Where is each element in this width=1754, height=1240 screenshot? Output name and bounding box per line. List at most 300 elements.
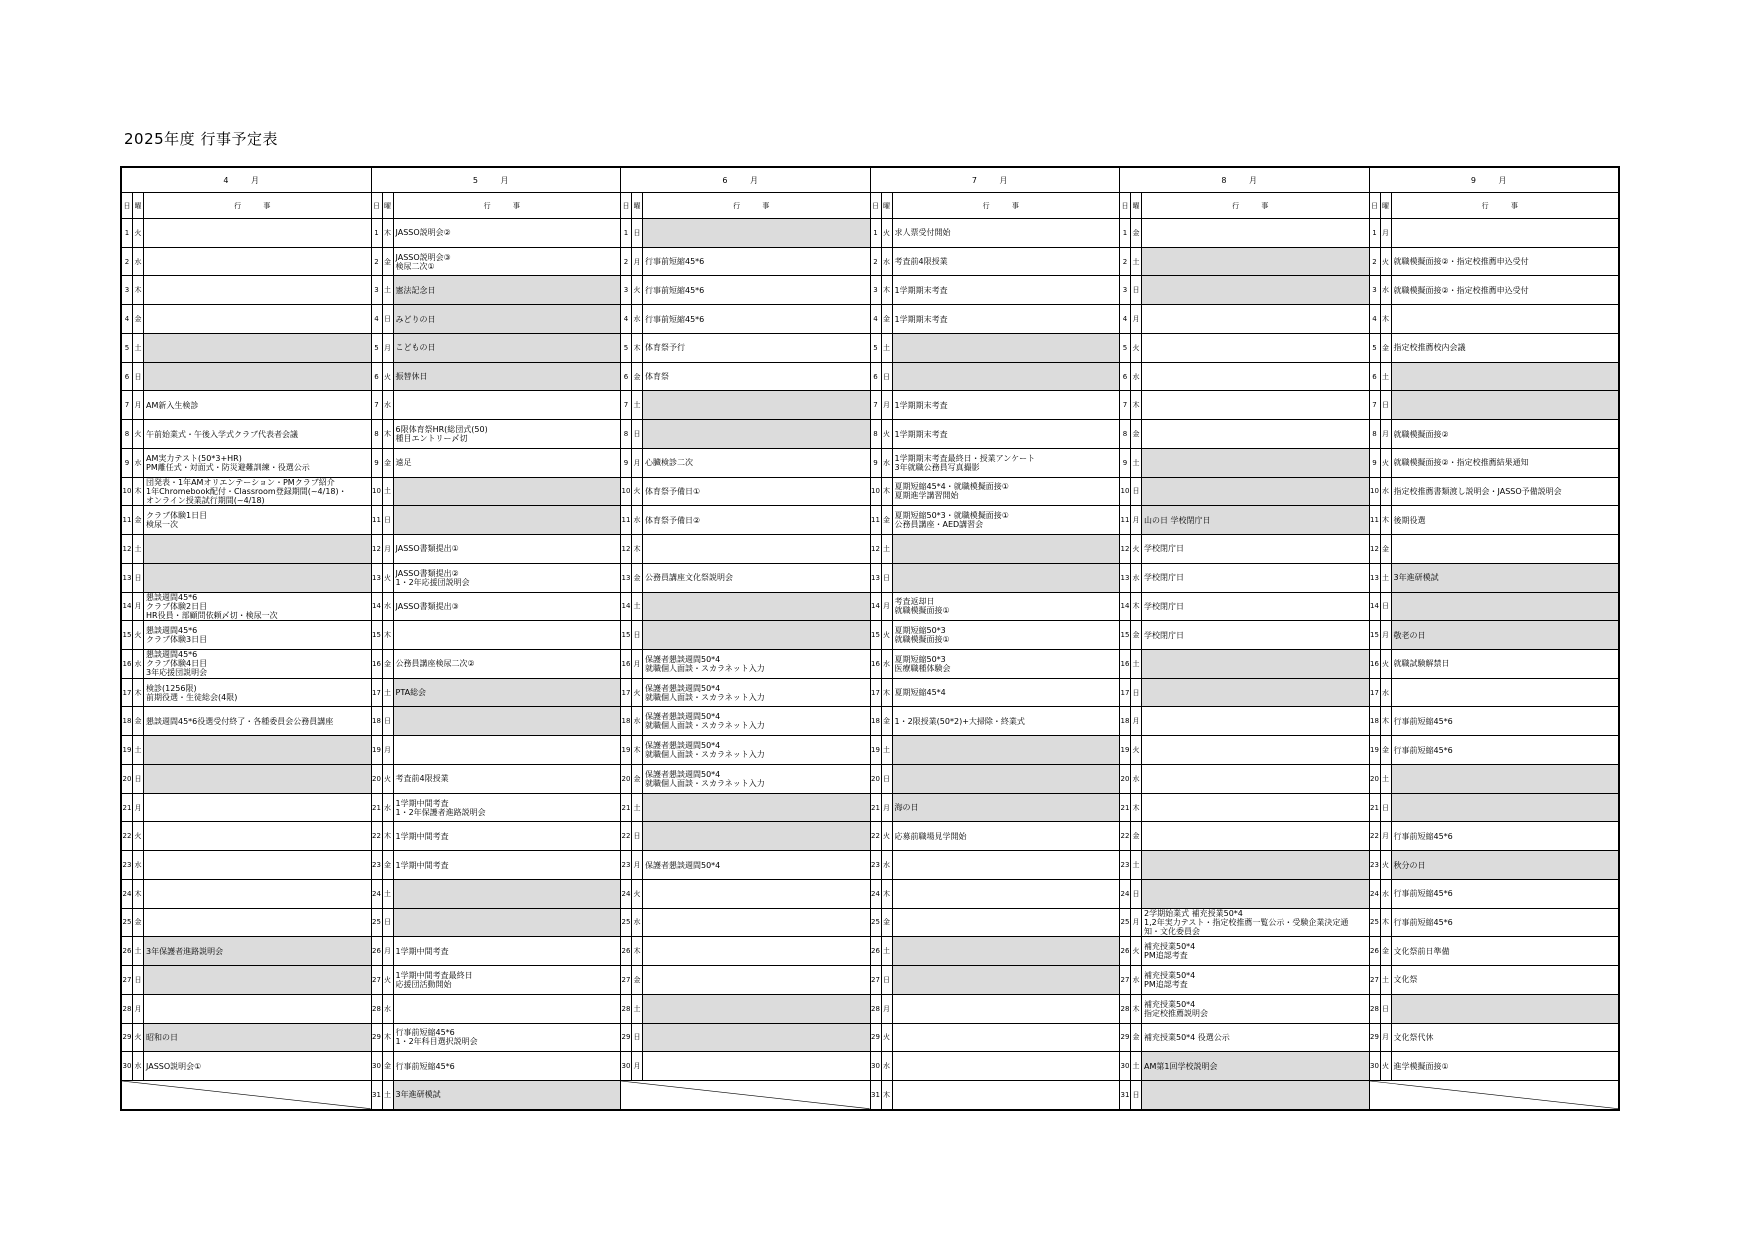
day-row [1120, 478, 1369, 507]
day-number: 9 [1120, 449, 1131, 477]
event-text [893, 880, 1120, 908]
day-number: 16 [871, 650, 882, 678]
day-row [122, 650, 371, 679]
weekday: 水 [383, 995, 394, 1023]
event-text: 学校閉庁日 [1144, 544, 1184, 554]
day-row [621, 966, 870, 995]
event-text [144, 880, 371, 908]
day-row [122, 420, 371, 449]
day-row [1120, 391, 1369, 420]
weekday-column-header: 曜 [133, 193, 144, 218]
event-text [643, 909, 870, 937]
day-number: 3 [1120, 276, 1131, 304]
day-number: 9 [871, 449, 882, 477]
weekday: 金 [383, 650, 394, 678]
event-text [1392, 765, 1619, 793]
day-row [372, 334, 621, 363]
day-row [621, 937, 870, 966]
day-number: 10 [1120, 478, 1131, 506]
day-number: 14 [871, 593, 882, 621]
diagonal-strike [1370, 1081, 1619, 1109]
weekday: 土 [1381, 966, 1392, 994]
event-text [893, 564, 1120, 592]
weekday: 水 [383, 593, 394, 621]
day-number: 17 [1120, 679, 1131, 707]
event-text: 補充授業50*4 PM追認考査 [1144, 970, 1196, 989]
weekday: 火 [1381, 248, 1392, 276]
day-row [372, 736, 621, 765]
day-number: 14 [372, 593, 383, 621]
event-text [1142, 650, 1369, 678]
weekday: 月 [632, 248, 643, 276]
weekday: 金 [882, 305, 893, 333]
event-text: 3年進研模試 [1392, 564, 1619, 592]
event-text: 就職試験解禁日 [1393, 659, 1450, 669]
day-row [871, 822, 1120, 851]
event-text: 懇談週間45*6 クラブ体験2日目 HR役員・部顧問依頼〆切・検尿一次 [146, 592, 278, 620]
day-column-header: 日 [372, 193, 383, 218]
day-number: 7 [1370, 391, 1381, 419]
event-text: 就職模擬面接②・指定校推薦申込受付 [1393, 285, 1529, 295]
day-row [1370, 966, 1619, 995]
event-text [893, 334, 1120, 362]
day-row [1370, 420, 1619, 449]
weekday: 日 [1131, 478, 1142, 506]
event-text: 補充授業50*4 役選公示 [1144, 1032, 1230, 1042]
month-column [1120, 168, 1370, 1109]
event-text [144, 248, 371, 276]
event-text: 振替休日 [394, 363, 621, 391]
day-row [1120, 334, 1369, 363]
day-number: 10 [1370, 478, 1381, 506]
event-text: 体育祭 [645, 372, 669, 382]
column-header-row [871, 193, 1120, 219]
day-row [372, 937, 621, 966]
event-text [144, 765, 371, 793]
day-number: 15 [1120, 621, 1131, 649]
day-column-header: 日 [871, 193, 882, 218]
weekday: 木 [133, 679, 144, 707]
weekday: 火 [1381, 650, 1392, 678]
day-row [1370, 794, 1619, 823]
weekday: 金 [383, 851, 394, 879]
event-text [643, 420, 870, 448]
day-row [1370, 621, 1619, 650]
weekday: 日 [1131, 276, 1142, 304]
weekday: 木 [882, 679, 893, 707]
day-number: 4 [1120, 305, 1131, 333]
day-row [372, 219, 621, 248]
day-number: 3 [372, 276, 383, 304]
day-row [122, 305, 371, 334]
day-number: 18 [372, 707, 383, 735]
event-text [643, 593, 870, 621]
day-number: 26 [621, 937, 632, 965]
day-row [871, 851, 1120, 880]
weekday: 月 [1381, 420, 1392, 448]
weekday: 日 [632, 822, 643, 850]
weekday: 火 [383, 564, 394, 592]
event-text [1392, 363, 1619, 391]
day-row [1120, 650, 1369, 679]
day-row [871, 219, 1120, 248]
event-text: 就職模擬面接②・指定校推薦申込受付 [1393, 257, 1529, 267]
weekday: 火 [882, 822, 893, 850]
weekday: 水 [632, 506, 643, 534]
event-text: 団発表・1年AMオリエンテーション・PMクラブ紹介 1年Chromebook配付・Classroom登録期間(~4/18)・ オンライン授業試行期間(~4/18) [146, 477, 347, 505]
day-number: 31 [372, 1081, 383, 1109]
day-number: 18 [122, 707, 133, 735]
day-number: 12 [1370, 535, 1381, 563]
day-row [621, 851, 870, 880]
event-text [1392, 679, 1619, 707]
event-text [394, 707, 621, 735]
event-text: 1学期中間考査 [395, 946, 449, 956]
day-row [871, 334, 1120, 363]
day-number: 26 [871, 937, 882, 965]
weekday: 土 [882, 937, 893, 965]
day-number: 23 [122, 851, 133, 879]
event-text: 就職模擬面接②・指定校推薦結果通知 [1393, 458, 1529, 468]
day-number: 17 [1370, 679, 1381, 707]
event-text: 行事前短縮45*6 [395, 1061, 455, 1071]
event-text [1392, 219, 1619, 247]
weekday: 火 [632, 880, 643, 908]
event-text [144, 334, 371, 362]
weekday: 日 [1131, 679, 1142, 707]
event-text [144, 794, 371, 822]
day-row [372, 276, 621, 305]
weekday: 金 [1131, 621, 1142, 649]
day-number: 29 [122, 1024, 133, 1052]
event-text: 体育祭予備日① [645, 486, 701, 496]
weekday: 水 [632, 305, 643, 333]
weekday: 水 [1381, 478, 1392, 506]
event-text: 敬老の日 [1392, 621, 1619, 649]
day-number: 30 [1370, 1052, 1381, 1080]
day-row [871, 535, 1120, 564]
weekday: 木 [632, 535, 643, 563]
day-number: 18 [621, 707, 632, 735]
weekday: 月 [632, 851, 643, 879]
event-text: 体育祭予備日② [645, 515, 701, 525]
event-text [1142, 478, 1369, 506]
weekday: 月 [133, 391, 144, 419]
weekday: 木 [882, 1081, 893, 1109]
weekday: 金 [1131, 1024, 1142, 1052]
day-number: 13 [1120, 564, 1131, 592]
day-number: 15 [372, 621, 383, 649]
day-number: 13 [372, 564, 383, 592]
day-number: 14 [621, 593, 632, 621]
event-text [1142, 334, 1369, 362]
weekday: 土 [632, 995, 643, 1023]
day-row [621, 650, 870, 679]
weekday: 月 [383, 334, 394, 362]
day-number: 20 [871, 765, 882, 793]
event-text [1142, 449, 1369, 477]
day-row [871, 449, 1120, 478]
event-text: 後期役選 [1393, 515, 1426, 525]
event-text: 遠足 [395, 458, 412, 468]
event-text [144, 995, 371, 1023]
event-text [893, 909, 1120, 937]
day-number: 22 [372, 822, 383, 850]
event-text [643, 391, 870, 419]
weekday: 水 [1131, 363, 1142, 391]
day-row [122, 449, 371, 478]
day-number: 13 [122, 564, 133, 592]
event-text: AM新入生検診 [146, 400, 199, 410]
day-row [1370, 707, 1619, 736]
day-row [621, 506, 870, 535]
day-number: 23 [1370, 851, 1381, 879]
day-column-header: 日 [122, 193, 133, 218]
day-number: 10 [871, 478, 882, 506]
weekday: 日 [632, 219, 643, 247]
day-row [621, 478, 870, 507]
empty-day-row [122, 1081, 371, 1109]
event-text [144, 305, 371, 333]
event-text [1142, 736, 1369, 764]
day-row [1370, 593, 1619, 622]
day-row [1370, 363, 1619, 392]
event-text: 1学期期末考査最終日・授業アンケート 3年就職公務員写真撮影 [894, 453, 1036, 472]
day-number: 17 [621, 679, 632, 707]
events-column-header: 行 事 [1481, 201, 1528, 210]
event-text [394, 621, 621, 649]
day-number: 24 [621, 880, 632, 908]
day-row [372, 305, 621, 334]
event-text [643, 822, 870, 850]
event-text: 夏期短縮50*3 就職模擬面接① [894, 626, 950, 645]
day-row [621, 1024, 870, 1053]
day-row [1120, 909, 1369, 938]
day-number: 25 [1120, 909, 1131, 937]
weekday: 金 [1381, 736, 1392, 764]
day-number: 27 [1120, 966, 1131, 994]
day-row [372, 449, 621, 478]
weekday: 水 [1381, 880, 1392, 908]
weekday: 日 [882, 363, 893, 391]
day-row [871, 391, 1120, 420]
event-text: 指定校推薦校内会議 [1393, 343, 1466, 353]
day-row [122, 765, 371, 794]
day-number: 27 [122, 966, 133, 994]
event-text [144, 822, 371, 850]
event-text: 補充授業50*4 PM追認考査 [1144, 942, 1196, 961]
weekday: 火 [383, 966, 394, 994]
day-row [621, 765, 870, 794]
day-number: 20 [372, 765, 383, 793]
weekday: 日 [383, 305, 394, 333]
event-text [893, 1052, 1120, 1080]
day-row [122, 564, 371, 593]
day-number: 5 [1120, 334, 1131, 362]
day-number: 1 [621, 219, 632, 247]
day-row [1370, 334, 1619, 363]
weekday: 木 [632, 736, 643, 764]
event-text [394, 736, 621, 764]
event-text: 公務員講座検尿二次② [395, 659, 475, 669]
event-text [643, 219, 870, 247]
event-text: JASSO説明会① [146, 1061, 202, 1071]
weekday: 木 [1131, 995, 1142, 1023]
day-number: 9 [372, 449, 383, 477]
event-text: 2学期始業式 補充授業50*4 1,2年実力テスト・指定校推薦一覧公示・受験企業決定通 知・文化委員会 [1144, 908, 1349, 936]
day-number: 22 [621, 822, 632, 850]
event-text [394, 880, 621, 908]
event-text: 夏期短縮50*3 医療職種体験会 [894, 654, 951, 673]
day-row [1370, 506, 1619, 535]
weekday: 日 [133, 966, 144, 994]
weekday: 火 [383, 765, 394, 793]
day-number: 7 [621, 391, 632, 419]
day-row [1370, 305, 1619, 334]
day-number: 21 [1120, 794, 1131, 822]
event-text [1142, 305, 1369, 333]
weekday: 月 [1131, 305, 1142, 333]
day-number: 29 [621, 1024, 632, 1052]
weekday: 金 [632, 765, 643, 793]
day-row [1370, 248, 1619, 277]
weekday: 土 [383, 1081, 394, 1109]
day-row [621, 621, 870, 650]
month-header: 8 月 [1120, 168, 1369, 193]
weekday: 木 [383, 219, 394, 247]
day-number: 8 [871, 420, 882, 448]
day-number: 17 [122, 679, 133, 707]
weekday-column-header: 曜 [882, 193, 893, 218]
event-text [144, 219, 371, 247]
day-number: 14 [122, 593, 133, 621]
day-number: 22 [1120, 822, 1131, 850]
day-number: 12 [871, 535, 882, 563]
day-number: 4 [871, 305, 882, 333]
event-text [893, 995, 1120, 1023]
event-text: 保護者懇談週間50*4 就職個人面談・スカラネット入力 [645, 712, 765, 731]
day-row [1120, 621, 1369, 650]
day-number: 12 [1120, 535, 1131, 563]
event-text: 昭和の日 [144, 1024, 371, 1052]
empty-day-row [1370, 1081, 1619, 1109]
weekday: 日 [1131, 880, 1142, 908]
weekday: 金 [133, 909, 144, 937]
day-number: 30 [122, 1052, 133, 1080]
event-text [1142, 248, 1369, 276]
weekday: 日 [133, 564, 144, 592]
day-row [1120, 736, 1369, 765]
day-row [372, 363, 621, 392]
day-number: 10 [122, 478, 133, 506]
day-number: 14 [1370, 593, 1381, 621]
event-text: 就職模擬面接② [1393, 429, 1449, 439]
day-row [871, 248, 1120, 277]
day-row [372, 794, 621, 823]
event-text: 1学期中間考査 [395, 860, 449, 870]
event-text: 文化祭 [1393, 975, 1418, 985]
day-row [122, 1024, 371, 1053]
day-row [1120, 420, 1369, 449]
weekday: 日 [133, 765, 144, 793]
weekday: 日 [632, 621, 643, 649]
weekday: 日 [1131, 1081, 1142, 1109]
day-number: 6 [1120, 363, 1131, 391]
weekday: 金 [1381, 334, 1392, 362]
day-number: 21 [871, 794, 882, 822]
weekday: 月 [882, 391, 893, 419]
event-text: 1学期中間考査最終日 応援団活動開始 [395, 970, 473, 989]
day-number: 18 [1370, 707, 1381, 735]
day-row [1370, 1052, 1619, 1081]
event-text: 憲法記念日 [394, 276, 621, 304]
event-text [144, 909, 371, 937]
day-row [621, 736, 870, 765]
event-text: 応募前職場見学開始 [894, 831, 967, 841]
weekday: 金 [383, 1052, 394, 1080]
weekday: 土 [133, 736, 144, 764]
day-row [871, 305, 1120, 334]
day-row [1120, 535, 1369, 564]
day-row [122, 909, 371, 938]
schedule-table [120, 166, 1620, 1111]
day-row [1120, 219, 1369, 248]
day-row [372, 707, 621, 736]
event-text [1142, 1081, 1369, 1109]
day-number: 29 [372, 1024, 383, 1052]
event-text [643, 1052, 870, 1080]
weekday: 水 [383, 794, 394, 822]
event-text [643, 937, 870, 965]
weekday: 火 [1381, 851, 1392, 879]
event-text: 行事前短縮45*6 [645, 314, 705, 324]
day-row [372, 1024, 621, 1053]
day-number: 10 [621, 478, 632, 506]
day-row [1370, 564, 1619, 593]
day-row [372, 621, 621, 650]
event-text [893, 966, 1120, 994]
day-row [1120, 363, 1369, 392]
event-text: 考査返却日 就職模擬面接① [894, 597, 950, 616]
weekday: 金 [383, 449, 394, 477]
weekday: 木 [133, 276, 144, 304]
event-text: 懇談週間45*6 クラブ体験4日目 3年応援団説明会 [146, 650, 208, 678]
weekday: 日 [882, 966, 893, 994]
day-number: 1 [1370, 219, 1381, 247]
day-row [372, 966, 621, 995]
event-text [643, 535, 870, 563]
weekday-column-header: 曜 [1381, 193, 1392, 218]
event-text [643, 880, 870, 908]
event-text: 求人票受付開始 [894, 228, 951, 238]
event-text: 保護者懇談週間50*4 就職個人面談・スカラネット入力 [645, 741, 765, 760]
column-header-row [1120, 193, 1369, 219]
day-row [1120, 248, 1369, 277]
day-number: 3 [621, 276, 632, 304]
day-column-header: 日 [1120, 193, 1131, 218]
day-number: 28 [122, 995, 133, 1023]
day-number: 11 [122, 506, 133, 534]
day-row [621, 707, 870, 736]
day-row [1120, 564, 1369, 593]
events-column-header: 行 事 [982, 201, 1029, 210]
event-text: JASSO書類提出① [395, 544, 459, 554]
day-number: 5 [122, 334, 133, 362]
day-row [1120, 765, 1369, 794]
weekday: 月 [1131, 707, 1142, 735]
empty-day-row [621, 1081, 870, 1109]
weekday: 金 [632, 564, 643, 592]
